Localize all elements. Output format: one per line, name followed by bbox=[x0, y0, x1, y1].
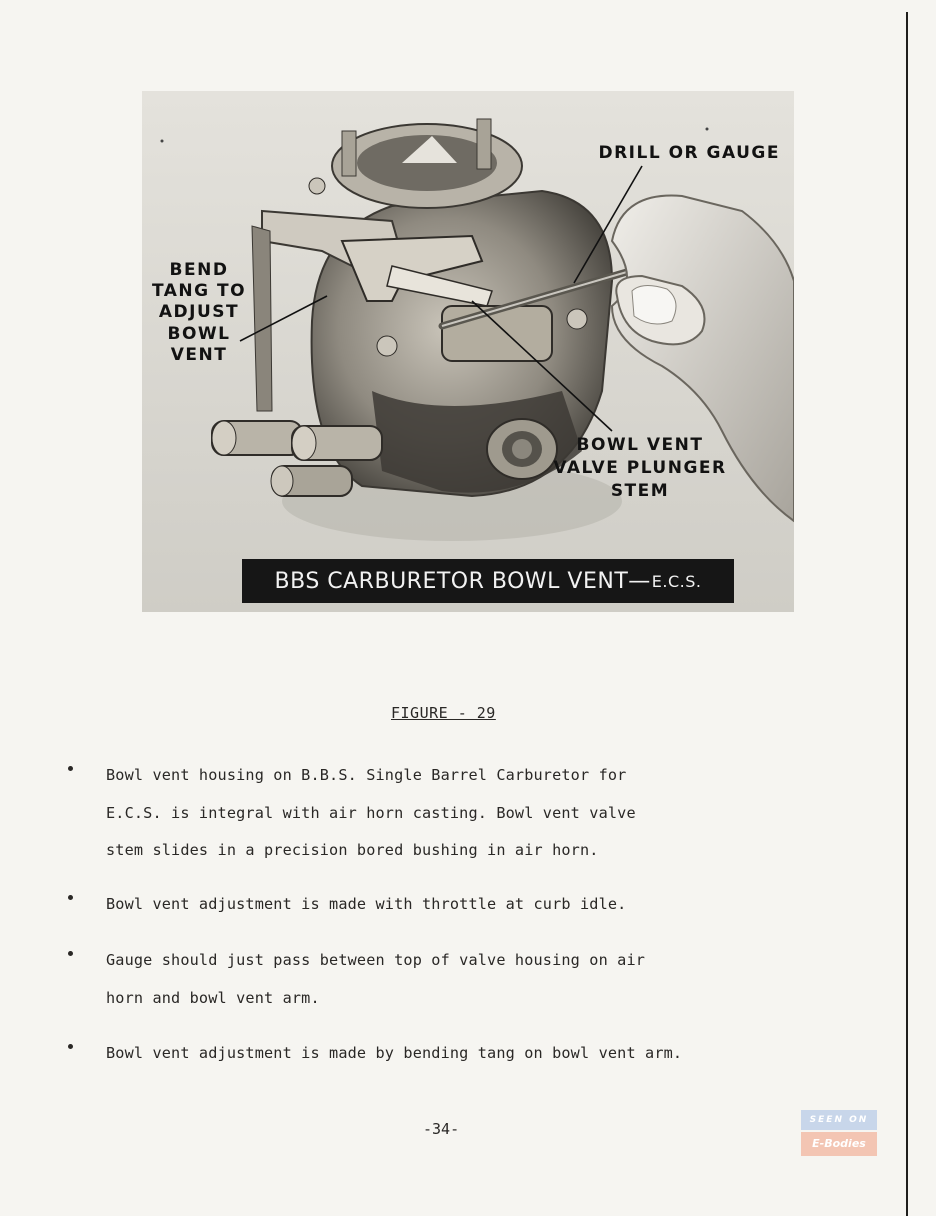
callout-bend-tang: BEND TANG TO ADJUST BOWL VENT bbox=[151, 260, 247, 365]
logo-bottom-text: E-Bodies bbox=[801, 1132, 877, 1156]
callout-valve-plunger-stem: BOWL VENT VALVE PLUNGER STEM bbox=[553, 435, 727, 501]
bullet-marker bbox=[68, 1044, 73, 1049]
bullet-item bbox=[68, 886, 848, 924]
bullet-item bbox=[68, 942, 848, 1017]
callout-drill-or-gauge: DRILL OR GAUGE bbox=[598, 143, 780, 163]
bullet-text: Bowl vent housing on B.B.S. Single Barrel Carburetor for E.C.S. is integral with air horn casting. Bowl vent valve stem slides in a precision bored bushing in air horn. bbox=[106, 766, 636, 859]
bullet-marker bbox=[68, 895, 73, 900]
figure-title: FIGURE - 29 bbox=[391, 704, 496, 722]
caption-small-text: E.C.S. bbox=[651, 571, 702, 591]
logo-top-text: SEEN ON bbox=[801, 1110, 877, 1130]
bullet-text: Bowl vent adjustment is made with throttle at curb idle. bbox=[106, 894, 627, 913]
bullet-item bbox=[68, 1035, 848, 1073]
figure-caption-banner bbox=[242, 559, 734, 603]
bullet-item bbox=[68, 757, 848, 870]
bullet-text: Gauge should just pass between top of valve housing on air horn and bowl vent arm. bbox=[106, 951, 646, 1007]
bullet-list bbox=[68, 757, 848, 1073]
carburetor-photo bbox=[142, 91, 794, 612]
caption-main-text: BBS CARBURETOR BOWL VENT— bbox=[274, 568, 651, 594]
bullet-marker bbox=[68, 951, 73, 956]
bullet-text: Bowl vent adjustment is made by bending tang on bowl vent arm. bbox=[106, 1044, 683, 1062]
page-edge-line bbox=[906, 12, 908, 1216]
bullet-marker bbox=[68, 766, 73, 771]
seen-on-ebodies-logo bbox=[801, 1110, 877, 1156]
page-number: -34- bbox=[423, 1120, 460, 1138]
